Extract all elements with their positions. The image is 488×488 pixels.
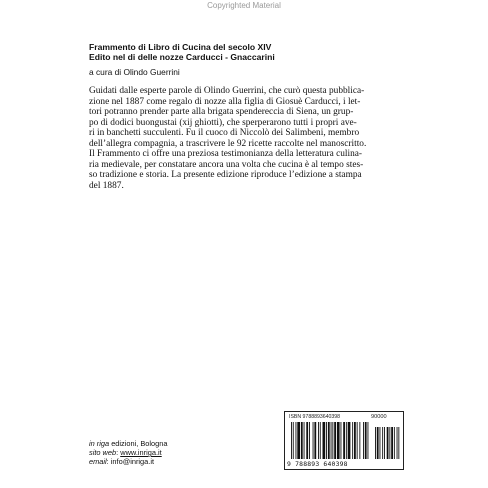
publisher-brand: in riga — [89, 439, 110, 448]
barcode-bar — [318, 422, 319, 459]
barcode-bar — [359, 422, 360, 459]
barcode-bar — [352, 422, 353, 459]
blurb-line: del 1887. — [89, 180, 124, 191]
barcode-bar — [337, 422, 340, 459]
barcode-bar — [291, 422, 292, 459]
blurb-line: po di dodici buongustai (xij ghiotti), che sperperarono tutti i propri ave- — [89, 117, 357, 128]
blurb-line: Guidati dalle esperte parole di Olindo Guerrini, che curò questa pubblica- — [89, 86, 365, 96]
barcode-bar — [343, 422, 345, 459]
barcode-addon-bar — [391, 427, 393, 459]
blurb-line: tori potranno prender parte alla brigata spendereccia di Siena, un grup- — [89, 107, 354, 118]
barcode-addon: 90000 — [371, 414, 387, 420]
title-line-2: Edito nel di delle nozze Carducci - Gnaccarini — [89, 52, 275, 62]
barcode-bar — [306, 422, 308, 459]
isbn-barcode — [284, 411, 404, 470]
site-sep: : — [116, 448, 121, 457]
barcode-addon-bar — [384, 427, 385, 459]
barcode-bar — [341, 422, 342, 459]
blurb-line: zione nel 1887 come regalo di nozze alla figlia di Giosuè Carducci, i let- — [89, 96, 361, 107]
barcode-bar — [314, 422, 316, 459]
barcode-bar — [357, 422, 358, 459]
barcode-bar — [297, 422, 300, 459]
barcode-addon-bar — [380, 427, 381, 459]
barcode-bar — [296, 422, 297, 459]
email-sep: : — [106, 457, 111, 466]
barcode-addon-bar — [387, 427, 389, 459]
barcode-bar — [365, 422, 367, 459]
barcode-addon-bar — [398, 427, 399, 459]
blurb-line: ri in banchetti succulenti. Fu il cuoco di Niccolò dei Salimbeni, membro — [89, 128, 360, 139]
barcode-bar — [328, 422, 330, 459]
barcode-bar — [348, 422, 351, 459]
barcode-bar — [313, 422, 314, 459]
email-label: email — [89, 457, 107, 466]
email-address[interactable]: info@inriga.it — [110, 457, 155, 466]
barcode-addon-bar — [377, 427, 379, 459]
barcode-digits: 9 788893 640398 — [287, 460, 348, 468]
publisher-name — [89, 439, 168, 448]
barcode-bar — [354, 422, 356, 459]
barcode-bar — [363, 422, 364, 459]
barcode-addon-bar — [375, 427, 376, 459]
publisher-site — [89, 448, 168, 457]
barcode-bar — [332, 422, 333, 459]
publisher-city: edizioni, Bologna — [109, 439, 168, 448]
barcode-bar — [346, 422, 347, 459]
barcode-bar — [323, 422, 326, 459]
book-title — [89, 42, 389, 62]
barcode-bars — [285, 421, 403, 460]
barcode-bar — [304, 422, 305, 459]
barcode-bar — [320, 422, 321, 459]
site-link[interactable]: www.inriga.it — [120, 448, 162, 457]
barcode-bar — [301, 422, 303, 459]
publisher-info — [89, 439, 168, 466]
barcode-bar — [368, 422, 369, 459]
barcode-bar — [293, 422, 294, 459]
site-label: sito web — [89, 448, 117, 457]
blurb-line: so tradizione e storia. La presente edizione riproduce l’edizione a stampa — [89, 170, 362, 181]
title-line-1: Frammento di Libro di Cucina del secolo XIV — [89, 42, 272, 52]
blurb-line: dell’allegra compagnia, a trascrivere le 92 ricette raccolte nel manoscritto. — [89, 138, 367, 149]
blurb-text — [89, 86, 387, 191]
curator-line: a cura di Olindo Guerrini — [89, 67, 180, 77]
barcode-bar — [309, 422, 310, 459]
barcode-addon-bar — [397, 427, 398, 459]
publisher-email — [89, 457, 168, 466]
barcode-addon-bar — [382, 427, 383, 459]
blurb-line: Il Frammento ci offre una preziosa testimonianza della letteratura culina- — [89, 149, 363, 160]
barcode-bar — [331, 422, 332, 459]
barcode-bar — [326, 422, 327, 459]
isbn-label: ISBN 9788893640398 — [289, 414, 341, 420]
barcode-bar — [334, 422, 336, 459]
barcode-addon-bar — [389, 427, 390, 459]
watermark: Copyrighted Material — [207, 1, 281, 10]
barcode-addon-bar — [394, 427, 395, 459]
blurb-line: ria medievale, per constatare ancora una volta che cucina è al tempo stes- — [89, 159, 364, 170]
